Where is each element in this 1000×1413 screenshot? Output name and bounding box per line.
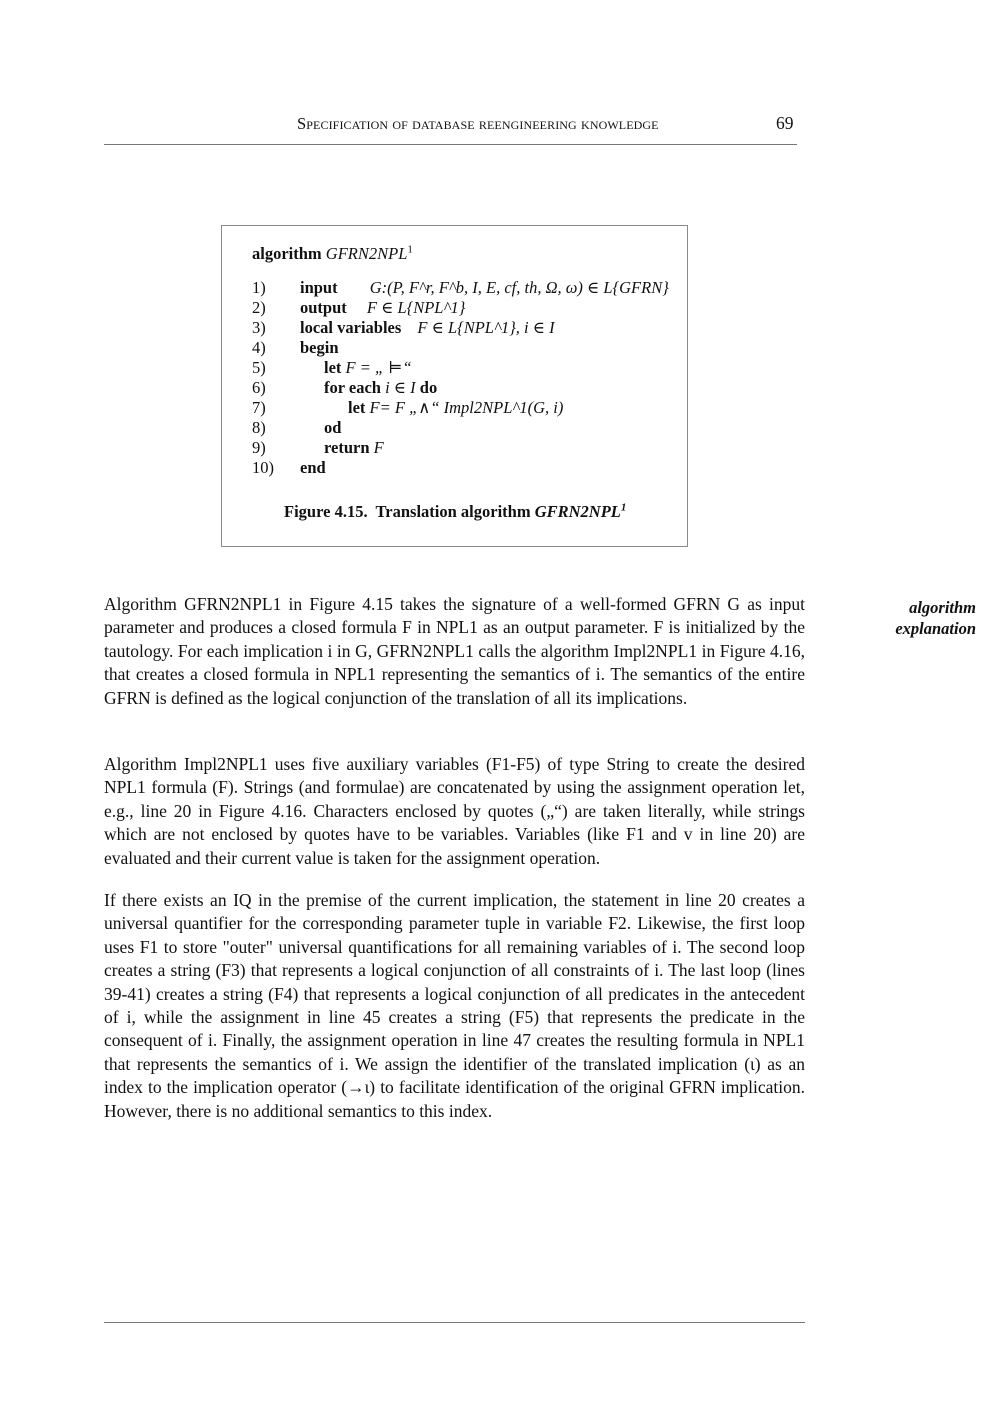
margin-note-line: explanation: [895, 619, 976, 638]
algo-line: [252, 418, 341, 438]
line-keyword: let: [324, 358, 342, 377]
caption-name: GFRN2NPL: [534, 502, 621, 521]
header-rule: [104, 144, 797, 145]
line-expression: F = „ ⊨“: [345, 358, 412, 377]
line-expression: G:(P, F^r, F^b, I, E, cf, th, Ω, ω) ∈ L{GFRN}: [369, 278, 669, 297]
line-keyword: od: [324, 418, 342, 437]
line-expression: F ∈ L{NPL^1}: [366, 298, 466, 317]
paragraph-2: Algorithm Impl2NPL1 uses five auxiliary variables (F1-F5) of type String to create the desired NPL1 formula (F). Strings (and formulae) are concatenated by using the assignment operation let, e.g., line 20 in Figure 4.16. Characters enclosed by quotes („“) are taken literally, while strings which are not enclosed by quotes have to be variables. Variables (like F1 and v in line 20) are evaluated and their current value is taken for the assignment operation.: [104, 754, 805, 868]
algo-line: [252, 318, 555, 338]
algorithm-name-sup: 1: [407, 243, 413, 256]
line-expression: F ∈ L{NPL^1}, i ∈ I: [417, 318, 555, 337]
line-number: 2): [252, 298, 266, 317]
algo-line: [252, 398, 563, 418]
line-number: 8): [252, 418, 266, 437]
line-number: 7): [252, 398, 266, 417]
line-keyword: let: [348, 398, 366, 417]
algo-line: [252, 438, 384, 458]
caption-prefix: Figure 4.15. Translation algorithm: [284, 502, 535, 521]
line-keyword: local variables: [300, 318, 402, 337]
caption-sup: 1: [620, 501, 627, 514]
line-number: 1): [252, 278, 266, 297]
line-expression: i ∈ I: [385, 378, 416, 397]
algorithm-keyword: algorithm: [252, 244, 322, 263]
paragraph-1: Algorithm GFRN2NPL1 in Figure 4.15 takes the signature of a well-formed GFRN G as input parameter and produces a closed formula F in NPL1 as an output parameter. F is initialized by the tautology. For each implication i in G, GFRN2NPL1 calls the algorithm Impl2NPL1 in Figure 4.16, that creates a closed formula in NPL1 representing the semantics of i. The semantics of the entire GFRN is defined as the logical conjunction of the translation of all its implications.: [104, 594, 805, 708]
line-number: 10): [252, 458, 274, 477]
margin-note: [880, 597, 976, 639]
algorithm-figure: [221, 225, 688, 547]
line-expression: F: [373, 438, 384, 457]
algo-line: [252, 278, 669, 298]
line-keyword-do: do: [419, 378, 438, 397]
line-keyword: end: [300, 458, 326, 477]
line-keyword: for each: [324, 378, 381, 397]
margin-note-line: algorithm: [909, 598, 976, 617]
line-number: 9): [252, 438, 266, 457]
line-keyword: output: [300, 298, 347, 317]
line-keyword: return: [324, 438, 370, 457]
algo-line: [252, 378, 437, 398]
algorithm-name: GFRN2NPL: [325, 244, 408, 263]
running-head: Specification of database reengineering knowledge: [297, 114, 659, 133]
algorithm-title: [252, 244, 413, 264]
algo-line: [252, 358, 412, 378]
line-number: 4): [252, 338, 266, 357]
algo-line: [252, 298, 465, 318]
algo-line: [252, 458, 326, 478]
line-number: 6): [252, 378, 266, 397]
algo-line: [252, 338, 339, 358]
line-keyword: begin: [300, 338, 339, 357]
line-number: 3): [252, 318, 266, 337]
footer-rule: [104, 1322, 805, 1323]
figure-caption: [284, 502, 626, 522]
line-expression: F= F „∧“ Impl2NPL^1(G, i): [369, 398, 564, 417]
paragraph-3: If there exists an IQ in the premise of the current implication, the statement in line 20 creates a universal quantifier for the corresponding parameter tuple in variable F2. Likewise, the first loop uses F1 to store "outer" universal quantifications for all remaining variables of i. The second loop creates a string (F3) that represents a logical conjunction of all constraints of i. The last loop (lines 39-41) creates a string (F4) that represents a logical conjunction of all predicates in the antecedent of i, while the assignment in line 45 creates a string (F5) that represents the predicate in the consequent of i. Finally, the assignment operation in line 47 creates the resulting formula in NPL1 that represents the semantics of i. We assign the identifier of the translated implication (ι) as an index to the implication operator (→ι) to facilitate identification of the original GFRN implication. However, there is no additional semantics to this index.: [104, 890, 805, 1121]
line-number: 5): [252, 358, 266, 377]
line-keyword: input: [300, 278, 338, 297]
page-number: 69: [776, 113, 794, 133]
